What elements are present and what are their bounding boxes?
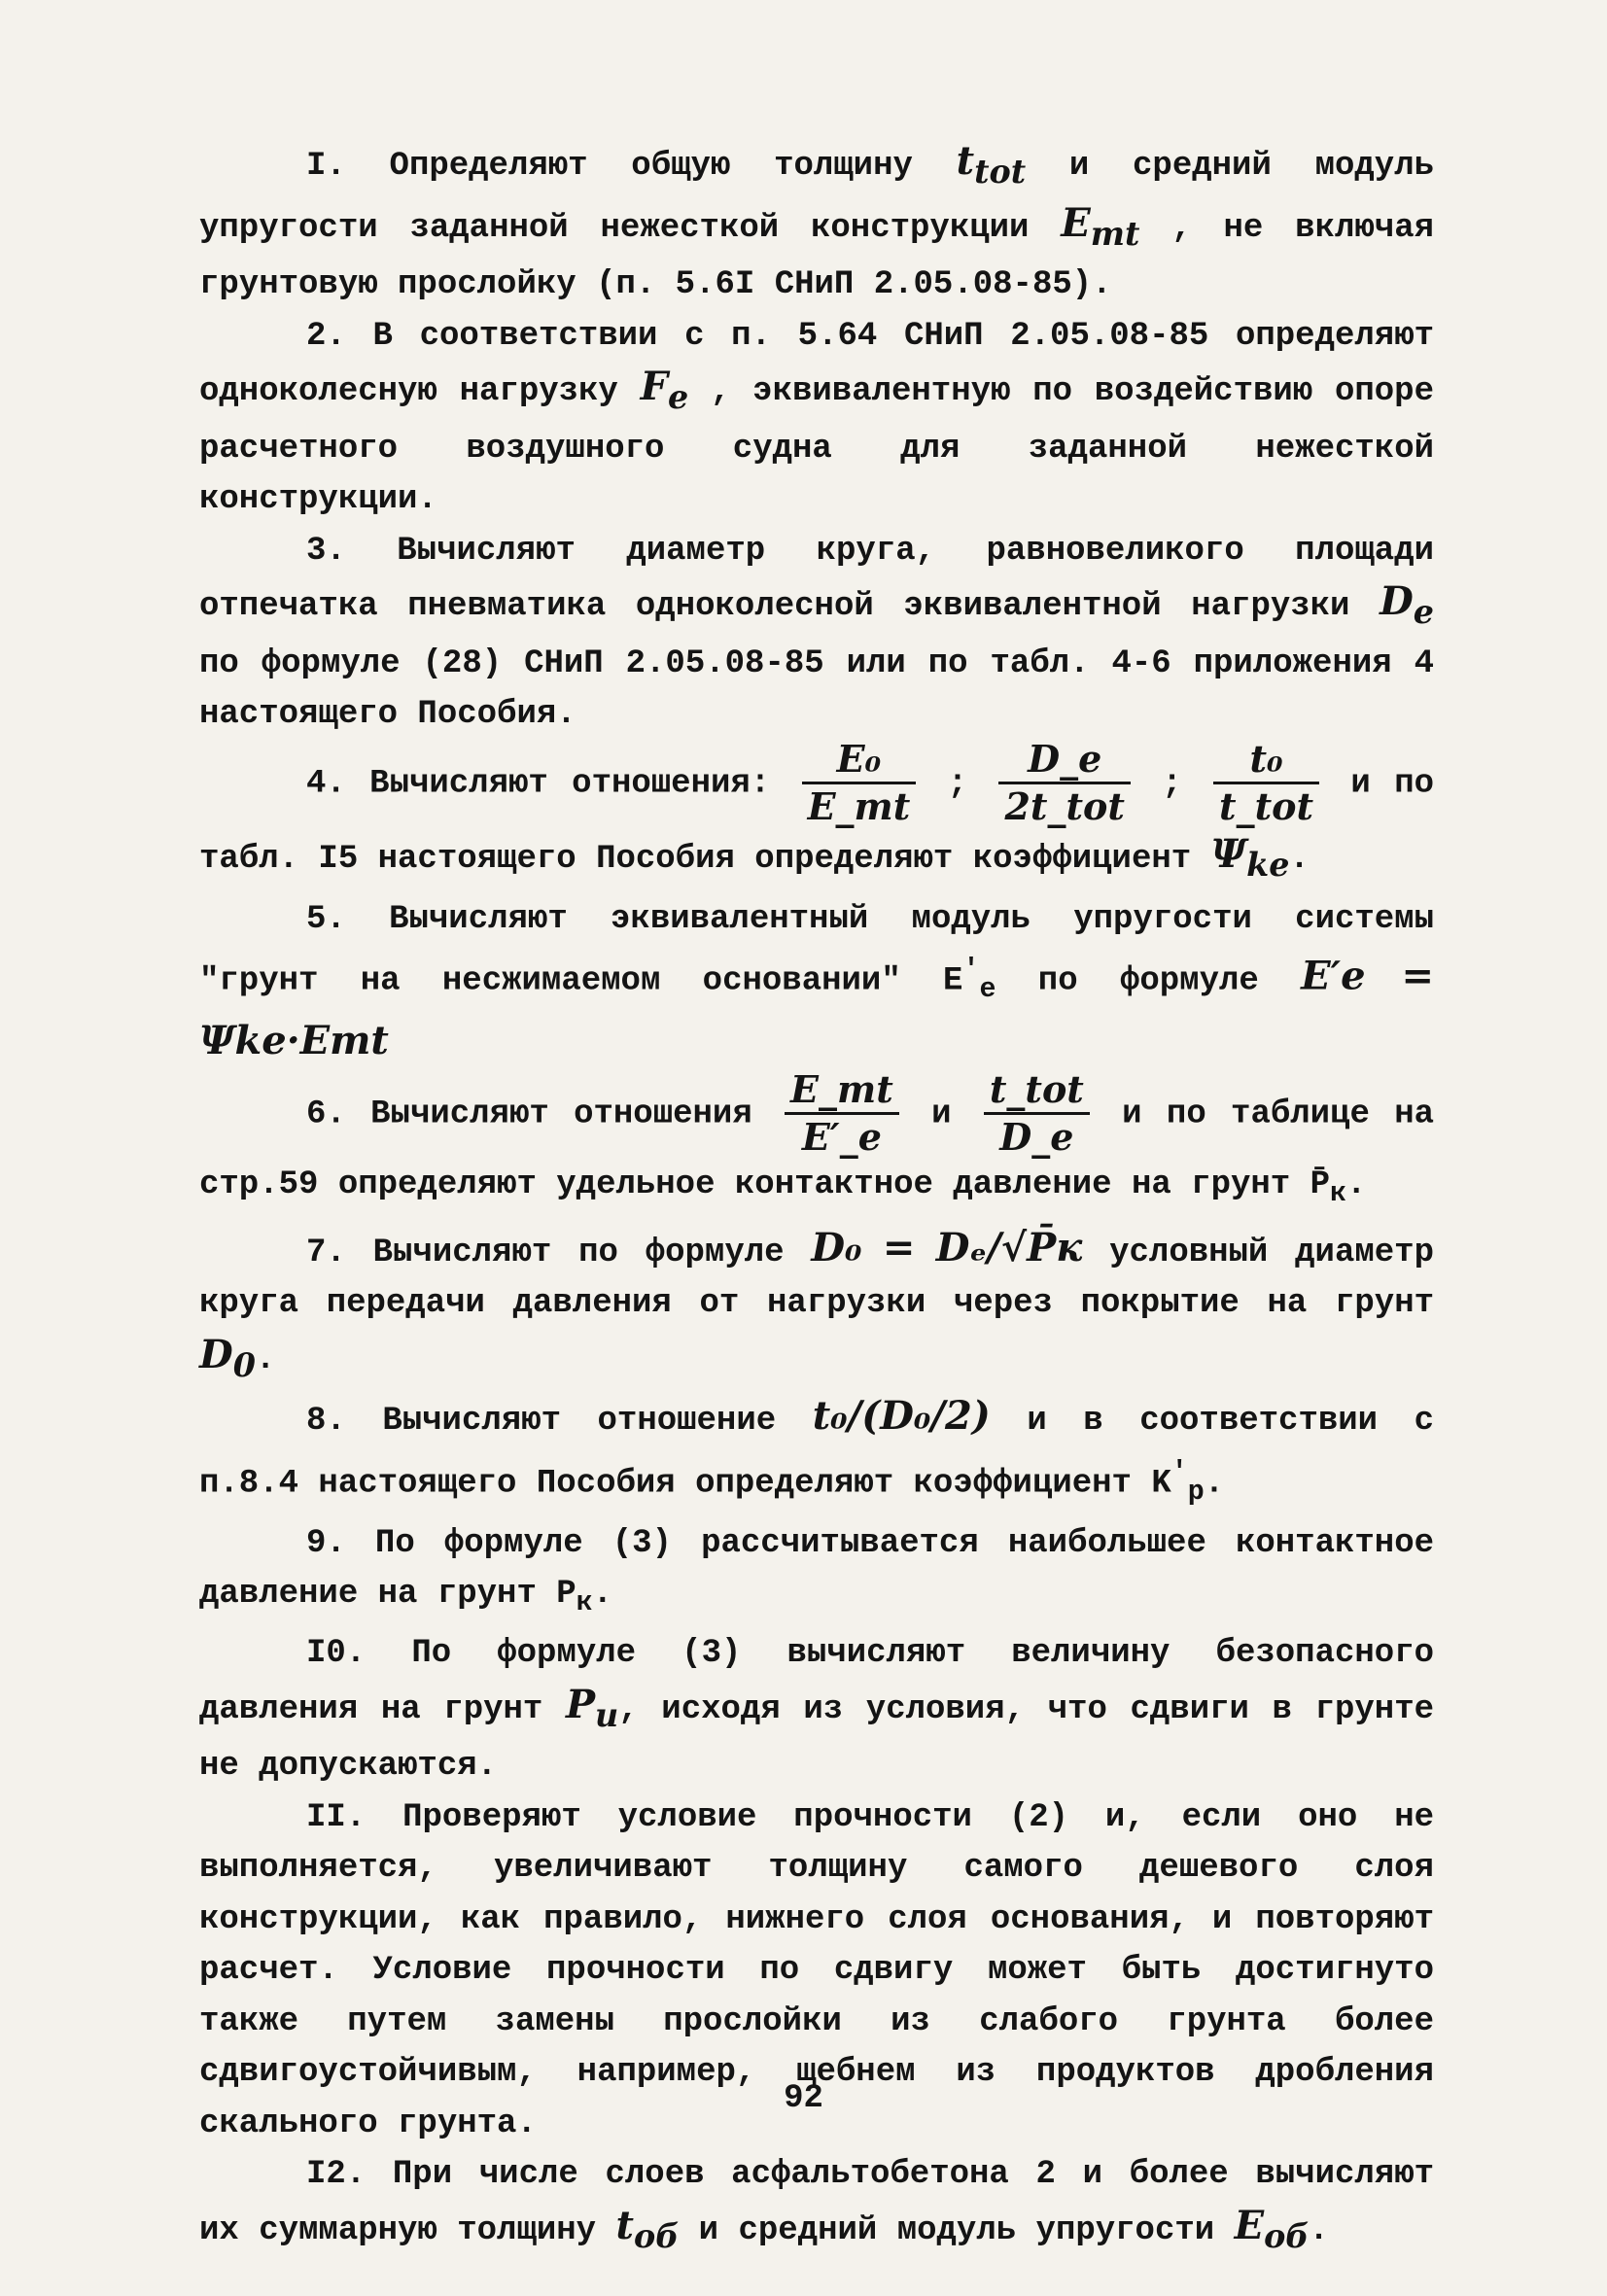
body-text: [199, 136, 1434, 2262]
paragraph-2: 2. В соответствии с п. 5.64 СНиП 2.05.08-85 определяют одноколесную нагрузку $F_e$ , эквивалентную по воздействию опоре расчетного воздушного судна для заданной нежесткой конструкции.: [199, 317, 1434, 518]
paragraph-11: II. Проверяют условие прочности (2) и, если оно не выполняется, увеличивают толщину самого дешевого слоя конструкции, как правило, нижнего слоя основания, и повторяют расчет. Условие прочности по сдвигу может быть достигнуто также путем замены прослойки из слабого грунта более сдвигоустойчивым, например, щебнем из продуктов дробления скального грунта.: [199, 1798, 1434, 2142]
fraction-de-2ttot: $\frac{D\_e}{\text{2t\_tot}}$: [998, 741, 1130, 825]
fraction-ttot-de: $\frac{\text{t\_tot}}{D\_e}$: [984, 1071, 1090, 1156]
paragraph-8: 8. Вычисляют отношение t₀/(D₀/2) и в соответствии с п.8.4 настоящего Пособия определяют коэффициент $K'_р$.: [199, 1393, 1434, 1509]
symbol-d-0: $D_0$: [199, 1331, 256, 1384]
paragraph-10: I0. По формуле (3) вычисляют величину безопасного давления на грунт $P_u$, исходя из условия, что сдвиги в грунте не допускаются.: [199, 1635, 1434, 1786]
symbol-t-ob: $t_{об}$: [615, 2202, 680, 2255]
symbol-p-u: $P_u$: [565, 1681, 619, 1734]
symbol-psi-ke: $\Psi_{ke}$: [1210, 830, 1290, 884]
formula-equivalent-modulus: E′e = Ψke·Emt: [199, 953, 1434, 1063]
symbol-d-e: $D_e$: [1380, 578, 1434, 631]
paragraph-4: 4. Вычисляют отношения: $\frac{\text{E₀}}{E\_mt}$ ; $\frac{D\_e}{\text{2t\_tot}}$ ; $\frac{\text{t₀}}{\text{t\_tot}}$ и по табл. I5 настоящего Пособия определяют коэффициент $\Psi_{ke}$.: [199, 736, 1434, 884]
fraction-t0-ttot: $\frac{\text{t₀}}{\text{t\_tot}}$: [1213, 741, 1319, 825]
symbol-e-ob: $E_{об}$: [1234, 2202, 1310, 2255]
formula-conditional-diameter: D₀ = Dₑ/√P̄к: [811, 1224, 1083, 1270]
symbol-t-tot: $t_{tot}$: [956, 138, 1027, 191]
fraction-emt-ee: $\frac{E\_mt}{E'\_e}$: [785, 1071, 899, 1156]
paragraph-5: 5. Вычисляют эквивалентный модуль упругости системы "грунт на несжимаемом основании" $E'_e$ по формуле E′e = Ψke·Emt: [199, 900, 1434, 1063]
paragraph-6: 6. Вычисляют отношения $\frac{E\_mt}{E'\_e}$ и $\frac{\text{t\_tot}}{D\_e}$ и по таблице на стр.59 определяют удельное контактное давление на грунт $P̄_к$.: [199, 1067, 1434, 1209]
symbol-e-mt: $E_{mt}$: [1061, 199, 1140, 253]
formula-t0-ratio: t₀/(D₀/2): [812, 1393, 991, 1440]
paragraph-12: I2. При числе слоев асфальтобетона 2 и более вычисляют их суммарную толщину $t_{об}$ и средний модуль упругости $E_{об}$.: [199, 2156, 1434, 2255]
paragraph-3: 3. Вычисляют диаметр круга, равновеликого площади отпечатка пневматика одноколесной эквивалентной нагрузки $D_e$ по формуле (28) СНиП 2.05.08-85 или по табл. 4-6 приложения 4 настоящего Пособия.: [199, 532, 1434, 733]
paragraph-1: I. Определяют общую толщину $t_{tot}$ и средний модуль упругости заданной нежесткой конструкции $E_{mt}$ , не включая грунтовую прослойку (п. 5.6I СНиП 2.05.08-85).: [199, 138, 1435, 303]
symbol-f-e: $F_e$: [640, 364, 689, 416]
page-number: 92: [784, 2080, 823, 2117]
fraction-e0-emt: $\frac{\text{E₀}}{E\_mt}$: [802, 741, 917, 825]
paragraph-7: 7. Вычисляют по формуле D₀ = Dₑ/√P̄к условный диаметр круга передачи давления от нагрузки через покрытие на грунт $D_0$.: [199, 1224, 1434, 1384]
paragraph-9: 9. По формуле (3) рассчитывается наибольшее контактное давление на грунт $P_к$.: [199, 1524, 1434, 1618]
